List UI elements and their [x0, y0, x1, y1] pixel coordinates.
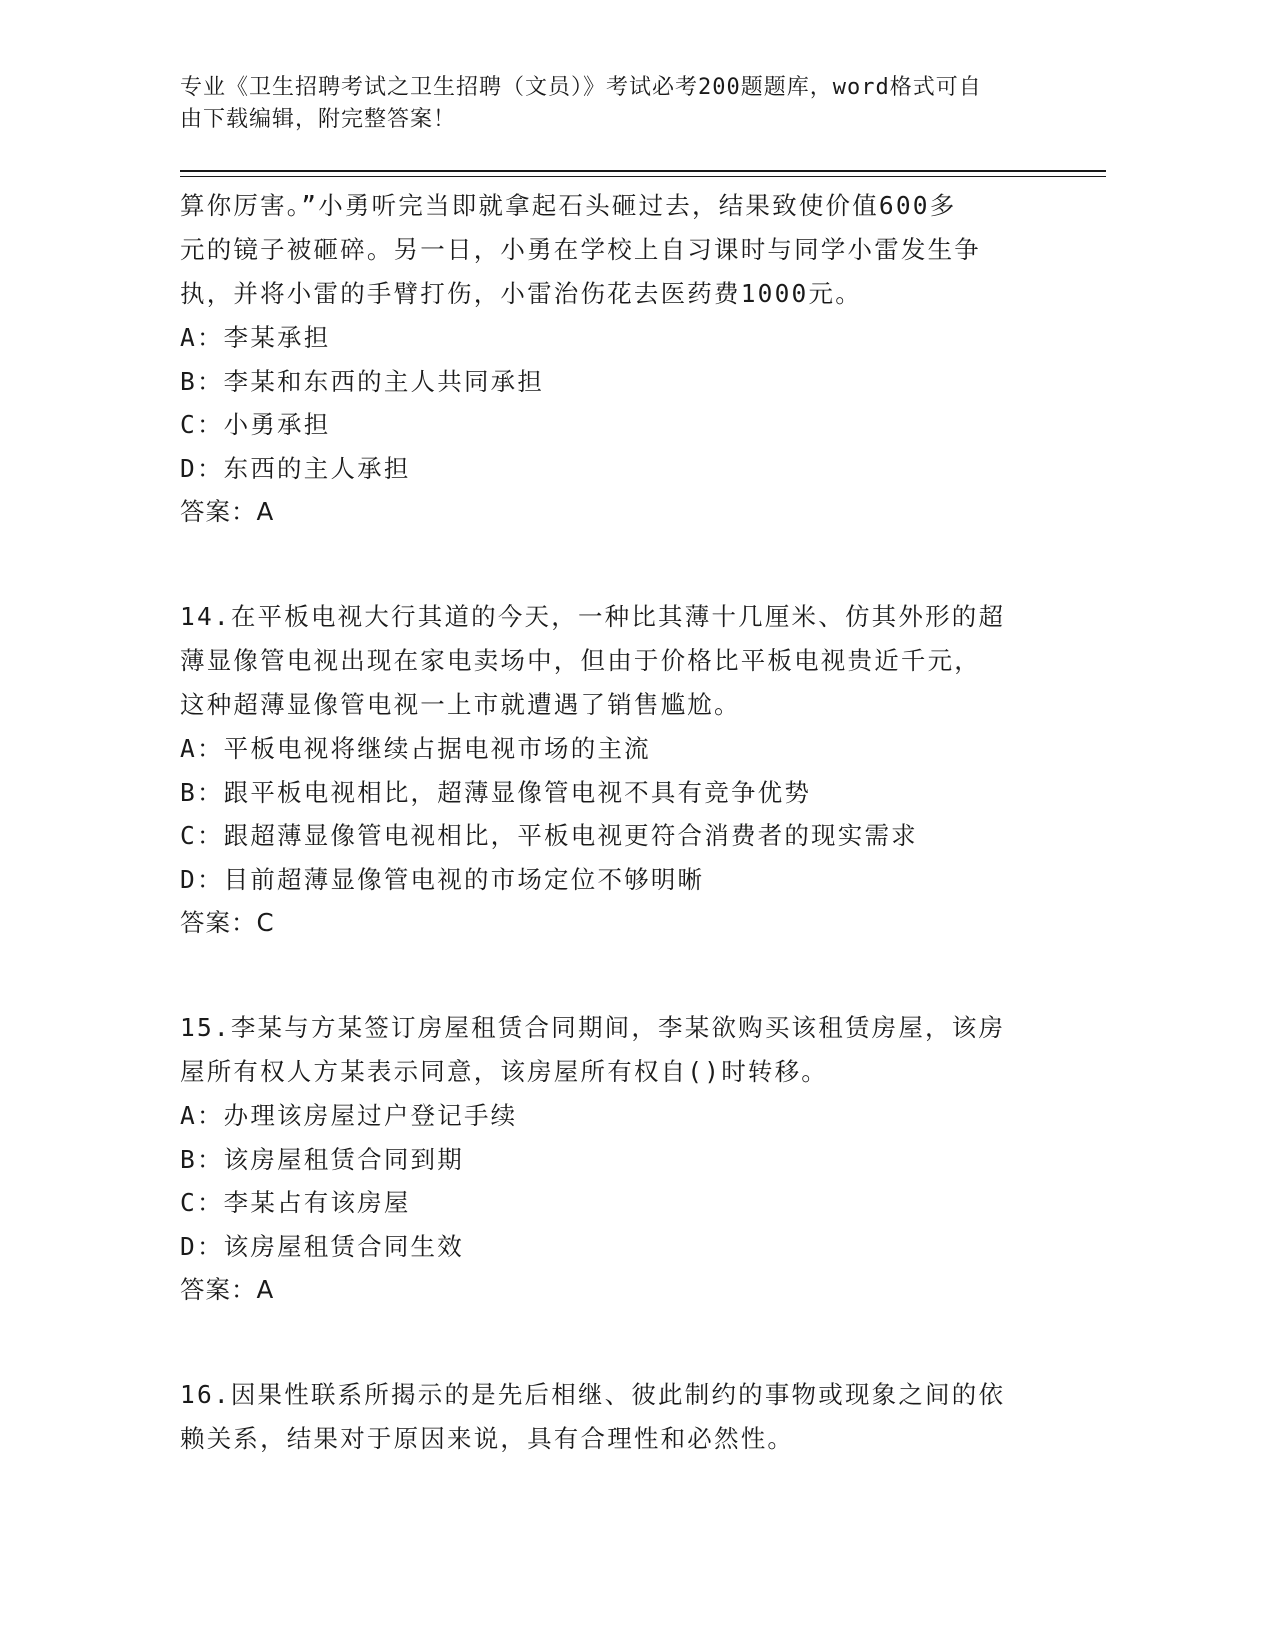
- question-14: [180, 595, 1050, 945]
- spacer: [180, 534, 1050, 595]
- question-16: [180, 1373, 1050, 1461]
- option-a: A：平板电视将继续占据电视市场的主流: [180, 734, 651, 763]
- option-c: C：李某占有该房屋: [180, 1188, 411, 1217]
- option-a: A：李某承担: [180, 323, 331, 352]
- header-divider-thin: [180, 176, 1106, 177]
- option-d: D：该房屋租赁合同生效: [180, 1231, 464, 1261]
- document-body: [180, 184, 1050, 1461]
- question-stem-line: 这种超薄显像管电视一上市就遭遇了销售尴尬。: [180, 690, 741, 719]
- option-d: D：目前超薄显像管电视的市场定位不够明晰: [180, 864, 705, 894]
- option-c: C：跟超薄显像管电视相比，平板电视更符合消费者的现实需求: [180, 821, 918, 850]
- question-stem-line: 赖关系，结果对于原因来说，具有合理性和必然性。: [180, 1424, 795, 1453]
- page-header: [180, 72, 1060, 136]
- answer-line: 答案：A: [180, 1275, 275, 1304]
- spacer: [180, 1312, 1050, 1373]
- question-stem-line: 元的镜子被砸碎。另一日，小勇在学校上自习课时与同学小雷发生争: [180, 235, 981, 264]
- question-stem-line: 薄显像管电视出现在家电卖场中，但由于价格比平板电视贵近千元，: [180, 646, 981, 675]
- question-stem-line: 算你厉害。”小勇听完当即就拿起石头砸过去，结果致使价值600多: [180, 191, 957, 220]
- answer-line: 答案：A: [180, 497, 275, 526]
- question-stem-line: 屋所有权人方某表示同意，该房屋所有权自()时转移。: [180, 1057, 828, 1086]
- option-a: A：办理该房屋过户登记手续: [180, 1101, 518, 1130]
- option-c: C：小勇承担: [180, 410, 331, 439]
- question-15: [180, 1006, 1050, 1312]
- answer-line: 答案：C: [180, 908, 275, 937]
- question-stem-line: 执，并将小雷的手臂打伤，小雷治伤花去医药费1000元。: [180, 279, 862, 308]
- option-b: B：李某和东西的主人共同承担: [180, 366, 545, 396]
- question-stem-line: 15.李某与方某签订房屋租赁合同期间，李某欲购买该租赁房屋，该房: [180, 1013, 1006, 1042]
- option-d: D：东西的主人承担: [180, 453, 411, 483]
- question-stem-line: 14.在平板电视大行其道的今天，一种比其薄十几厘米、仿其外形的超: [180, 602, 1006, 631]
- header-line-2: 由下载编辑，附完整答案！: [180, 107, 457, 132]
- question-13: [180, 184, 1050, 534]
- question-stem-line: 16.因果性联系所揭示的是先后相继、彼此制约的事物或现象之间的依: [180, 1380, 1006, 1409]
- header-line-1: 专业《卫生招聘考试之卫生招聘（文员）》考试必考200题题库，word格式可自: [180, 75, 982, 100]
- option-b: B：跟平板电视相比，超薄显像管电视不具有竞争优势: [180, 777, 812, 807]
- option-b: B：该房屋租赁合同到期: [180, 1144, 464, 1174]
- header-divider-thick: [180, 170, 1106, 172]
- spacer: [180, 945, 1050, 1006]
